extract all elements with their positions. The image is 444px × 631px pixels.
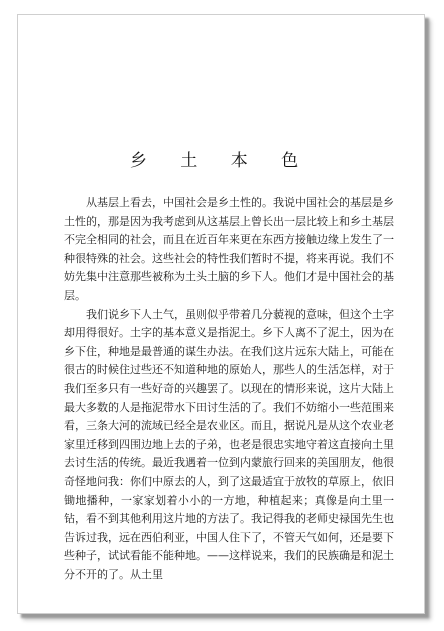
chapter-body [64,194,394,584]
chapter-title: 乡 土 本 色 [129,151,313,171]
book-page [17,14,425,614]
paragraph-1: 从基层上看去，中国社会是乡土性的。我说中国社会的基层是乡土性的，那是因为我考虑到从这基层上曾长出一层比较上和乡土基层不完全相同的社会，而且在近百年来更在东西方接触边缘上发生了一种很特殊的社会。这些社会的特性我们暂时不提，将来再说。我们不妨先集中注意那些被称为土头土脑的乡下人。他们才是中国社会的基层。 [64,196,394,302]
paragraph-2: 我们说乡下人土气，虽则似乎带着几分藐视的意味，但这个土字却用得很好。土字的基本意义是指泥土。乡下人离不了泥土，因为在乡下住，种地是最普通的谋生办法。在我们这片远东大陆上，可能在很古的时候住过些还不知道种地的原始人，那些人的生活怎样，对于我们至多只有一些好奇的兴趣罢了。以现在的情形来说，这片大陆上最大多数的人是拖泥带水下田讨生活的了。我们不妨缩小一些范围来看，三条大河的流域已经全是农业区。而且，据说凡是从这个农业老家里迁移到四围边地上去的子弟，也老是很忠实地守着这直接向土里去讨生活的传统。最近我遇着一位到内蒙旅行回来的美国朋友，他很奇怪地问我：你们中原去的人，到了这最适宜于放牧的草原上，依旧锄地播种，一家家划着小小的一方地，种植起来；真像是向土里一钻，看不到其他利用这片地的方法了。我记得我的老师史禄国先生也告诉过我，远在西伯利亚，中国人住下了，不管天气如何，还是要下些种子，试试看能不能种地。——这样说来，我们的民族确是和泥土分不开的了。从土里 [64,307,394,581]
